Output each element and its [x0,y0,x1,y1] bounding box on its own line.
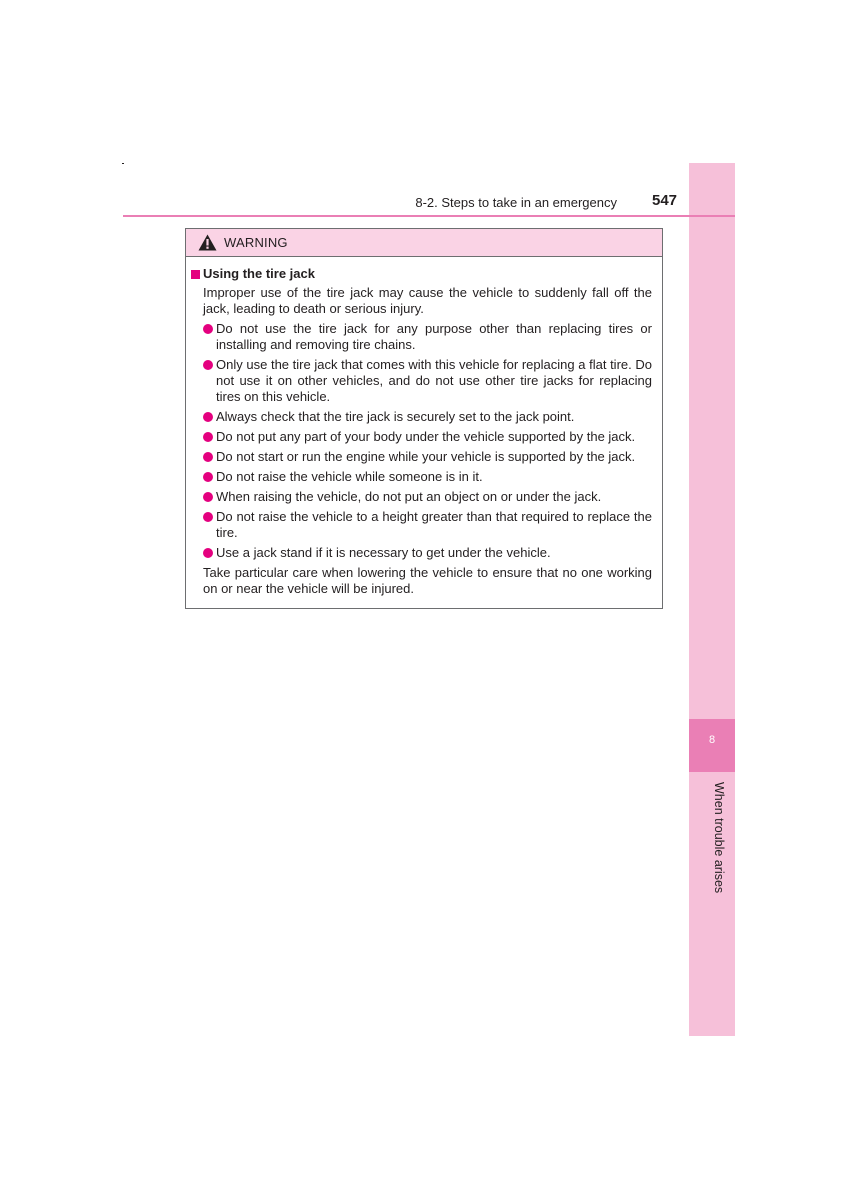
list-item-text: Do not raise the vehicle while someone is in it. [216,469,483,484]
round-bullet-icon [203,412,213,422]
list-item-text: Only use the tire jack that comes with this vehicle for replacing a flat tire. Do not use it on other vehicles, and do not use other tire jacks for replacing tires on this vehicle. [216,357,652,404]
intro-paragraph: Improper use of the tire jack may cause the vehicle to suddenly fall off the jack, leading to death or serious injury. [203,285,652,316]
list-item [203,321,652,353]
warning-header [186,229,662,257]
round-bullet-icon [203,324,213,334]
round-bullet-icon [203,472,213,482]
topic-title: Using the tire jack [203,266,315,281]
warning-triangle-icon [198,234,217,251]
section-title: 8-2. Steps to take in an emergency [415,195,617,210]
list-item [203,509,652,541]
side-tab [689,163,735,1036]
round-bullet-icon [203,492,213,502]
warning-body [186,257,662,597]
header-rule [123,215,735,217]
list-item-text: Do not use the tire jack for any purpose other than replacing tires or installing and removing tire chains. [216,321,652,352]
list-item-text: Do not put any part of your body under the vehicle supported by the jack. [216,429,636,444]
list-item-text: Do not start or run the engine while your vehicle is supported by the jack. [216,449,636,464]
crop-mark [122,163,124,164]
round-bullet-icon [203,512,213,522]
warning-content [190,285,652,597]
list-item-text: Do not raise the vehicle to a height greater than that required to replace the tire. [216,509,652,540]
list-item-text: When raising the vehicle, do not put an object on or under the jack. [216,489,602,504]
closing-paragraph: Take particular care when lowering the vehicle to ensure that no one working on or near the vehicle will be injured. [203,565,652,596]
list-item [203,469,652,485]
list-item [203,449,652,465]
list-item-text: Always check that the tire jack is securely set to the jack point. [216,409,575,424]
warning-box [185,228,663,609]
topic-heading [190,266,652,282]
square-bullet-icon [191,270,200,279]
list-item [203,409,652,425]
chapter-title: When trouble arises [712,782,726,894]
list-item [203,545,652,561]
round-bullet-icon [203,360,213,370]
round-bullet-icon [203,432,213,442]
list-item [203,489,652,505]
round-bullet-icon [203,452,213,462]
page-number: 547 [652,192,678,209]
list-item [203,429,652,445]
warning-label: WARNING [224,235,288,250]
list-item-text: Use a jack stand if it is necessary to get under the vehicle. [216,545,551,560]
chapter-number: 8 [708,734,716,746]
round-bullet-icon [203,548,213,558]
list-item [203,357,652,405]
chapter-number-box [689,719,735,772]
